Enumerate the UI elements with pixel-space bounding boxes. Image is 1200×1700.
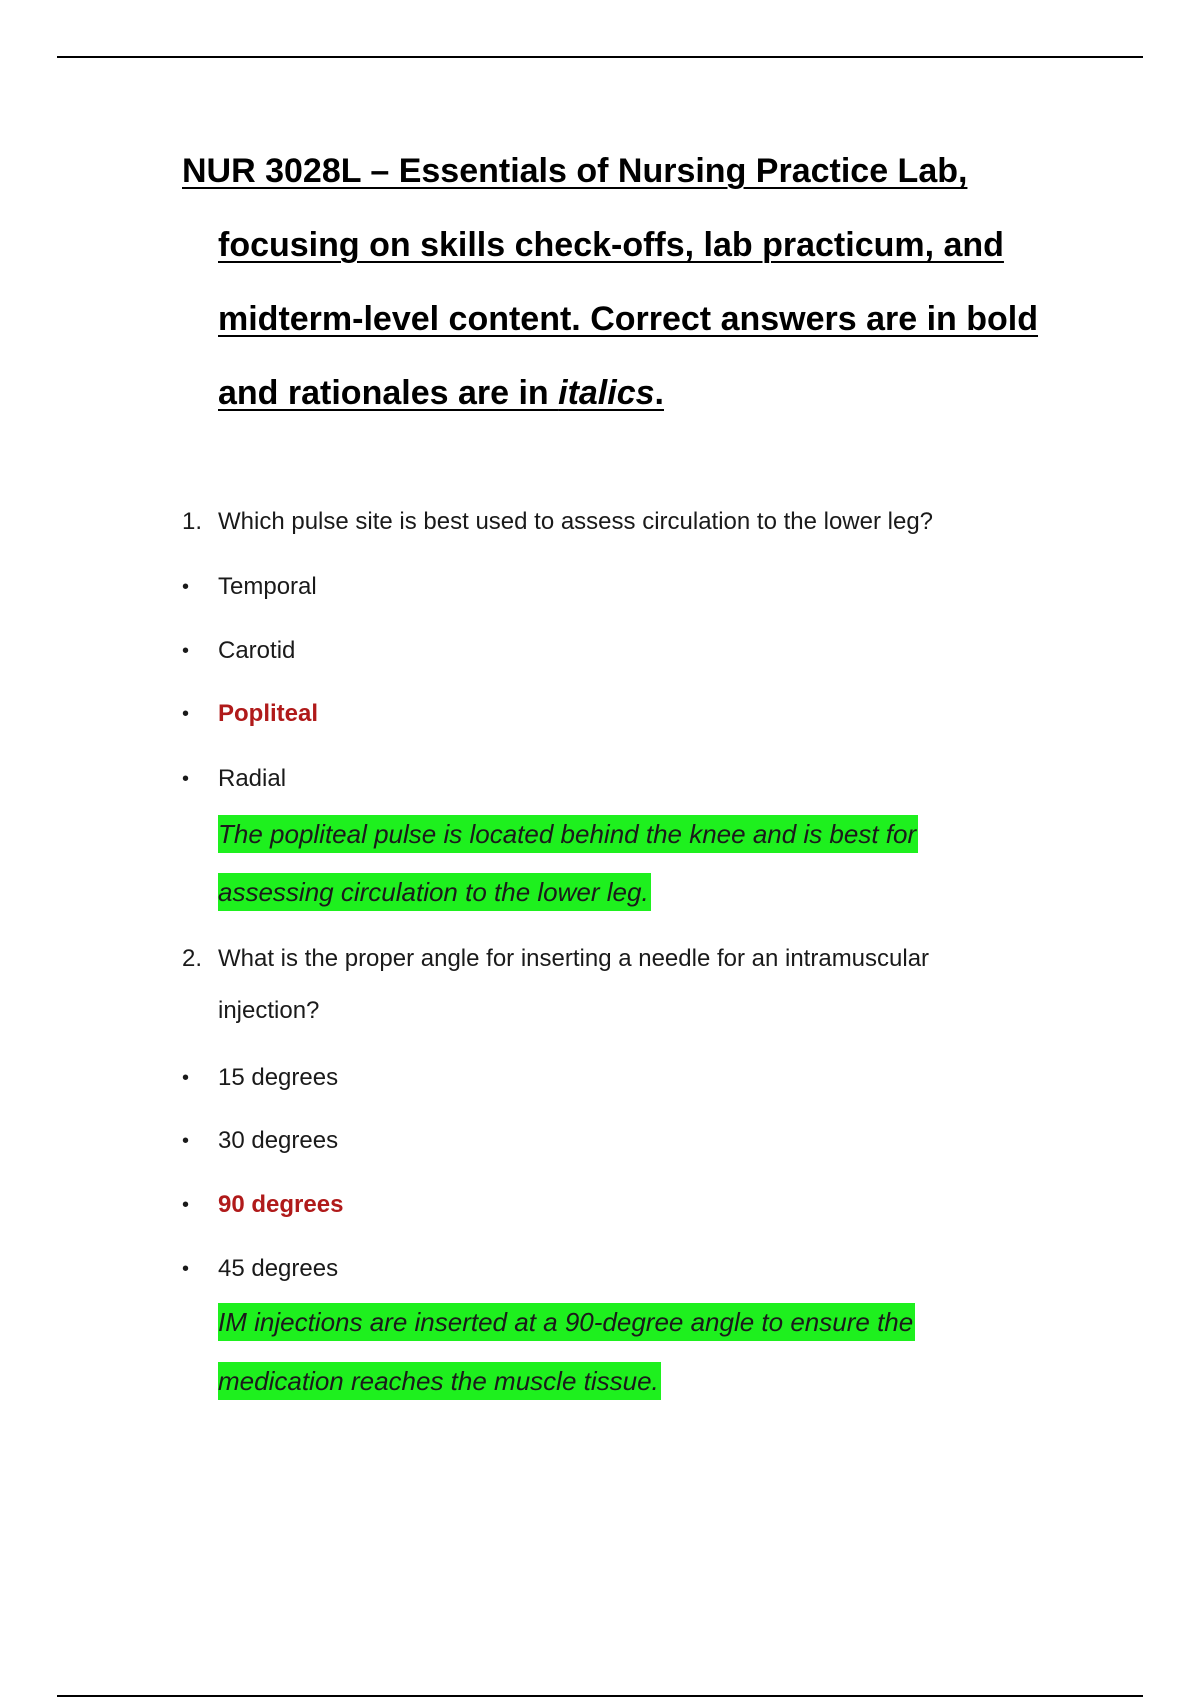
question-text: Which pulse site is best used to assess circulation to the lower leg? [218, 508, 934, 535]
option-text: 90 degrees [218, 1191, 344, 1218]
question-number: 2. [182, 945, 203, 972]
option-text: 45 degrees [218, 1255, 339, 1282]
option-1c-correct [0, 699, 1200, 729]
option-text: Carotid [218, 637, 296, 664]
option-2b [0, 1126, 1200, 1156]
question-2 [0, 945, 1200, 979]
question-2-continued [0, 997, 1200, 1031]
question-text: What is the proper angle for inserting a needle for an intramuscular [218, 945, 930, 972]
bullet-icon: • [182, 1194, 190, 1216]
question-number: 1. [182, 508, 203, 535]
question-text-continued: injection? [218, 997, 320, 1024]
option-text: Radial [218, 765, 287, 792]
option-text: 15 degrees [218, 1064, 339, 1091]
bullet-icon: • [182, 1130, 190, 1152]
option-text: Popliteal [218, 700, 319, 727]
rationale-2-line-1: IM injections are inserted at a 90-degree angle to ensure the [218, 1303, 915, 1341]
rationale-1-line-2: assessing circulation to the lower leg. [218, 873, 651, 911]
title-period: . [654, 374, 664, 412]
title-line-4-text: and rationales are in [218, 374, 559, 412]
option-2a [0, 1063, 1200, 1093]
option-1b [0, 636, 1200, 666]
bottom-rule [57, 1695, 1143, 1697]
title-line-4 [218, 374, 664, 412]
option-2c-correct [0, 1190, 1200, 1220]
option-1a [0, 572, 1200, 602]
bullet-icon: • [182, 576, 190, 598]
bullet-icon: • [182, 768, 190, 790]
bullet-icon: • [182, 1258, 190, 1280]
option-1d [0, 764, 1200, 794]
document-title [182, 142, 1082, 438]
title-line-3: midterm-level content. Correct answers are in bold [218, 300, 1039, 338]
rationale-2-line-2: medication reaches the muscle tissue. [218, 1362, 661, 1400]
title-line-1: NUR 3028L – Essentials of Nursing Practice Lab, [182, 152, 968, 190]
option-text: Temporal [218, 573, 317, 600]
option-text: 30 degrees [218, 1127, 339, 1154]
rationale-1-line-1: The popliteal pulse is located behind the knee and is best for [218, 815, 918, 853]
bullet-icon: • [182, 1067, 190, 1089]
option-2d [0, 1254, 1200, 1284]
bullet-icon: • [182, 640, 190, 662]
bullet-icon: • [182, 703, 190, 725]
top-rule [57, 56, 1143, 58]
title-line-2: focusing on skills check-offs, lab practicum, and [218, 226, 1004, 264]
question-1 [0, 508, 1200, 542]
title-italic-word: italics [558, 374, 655, 412]
